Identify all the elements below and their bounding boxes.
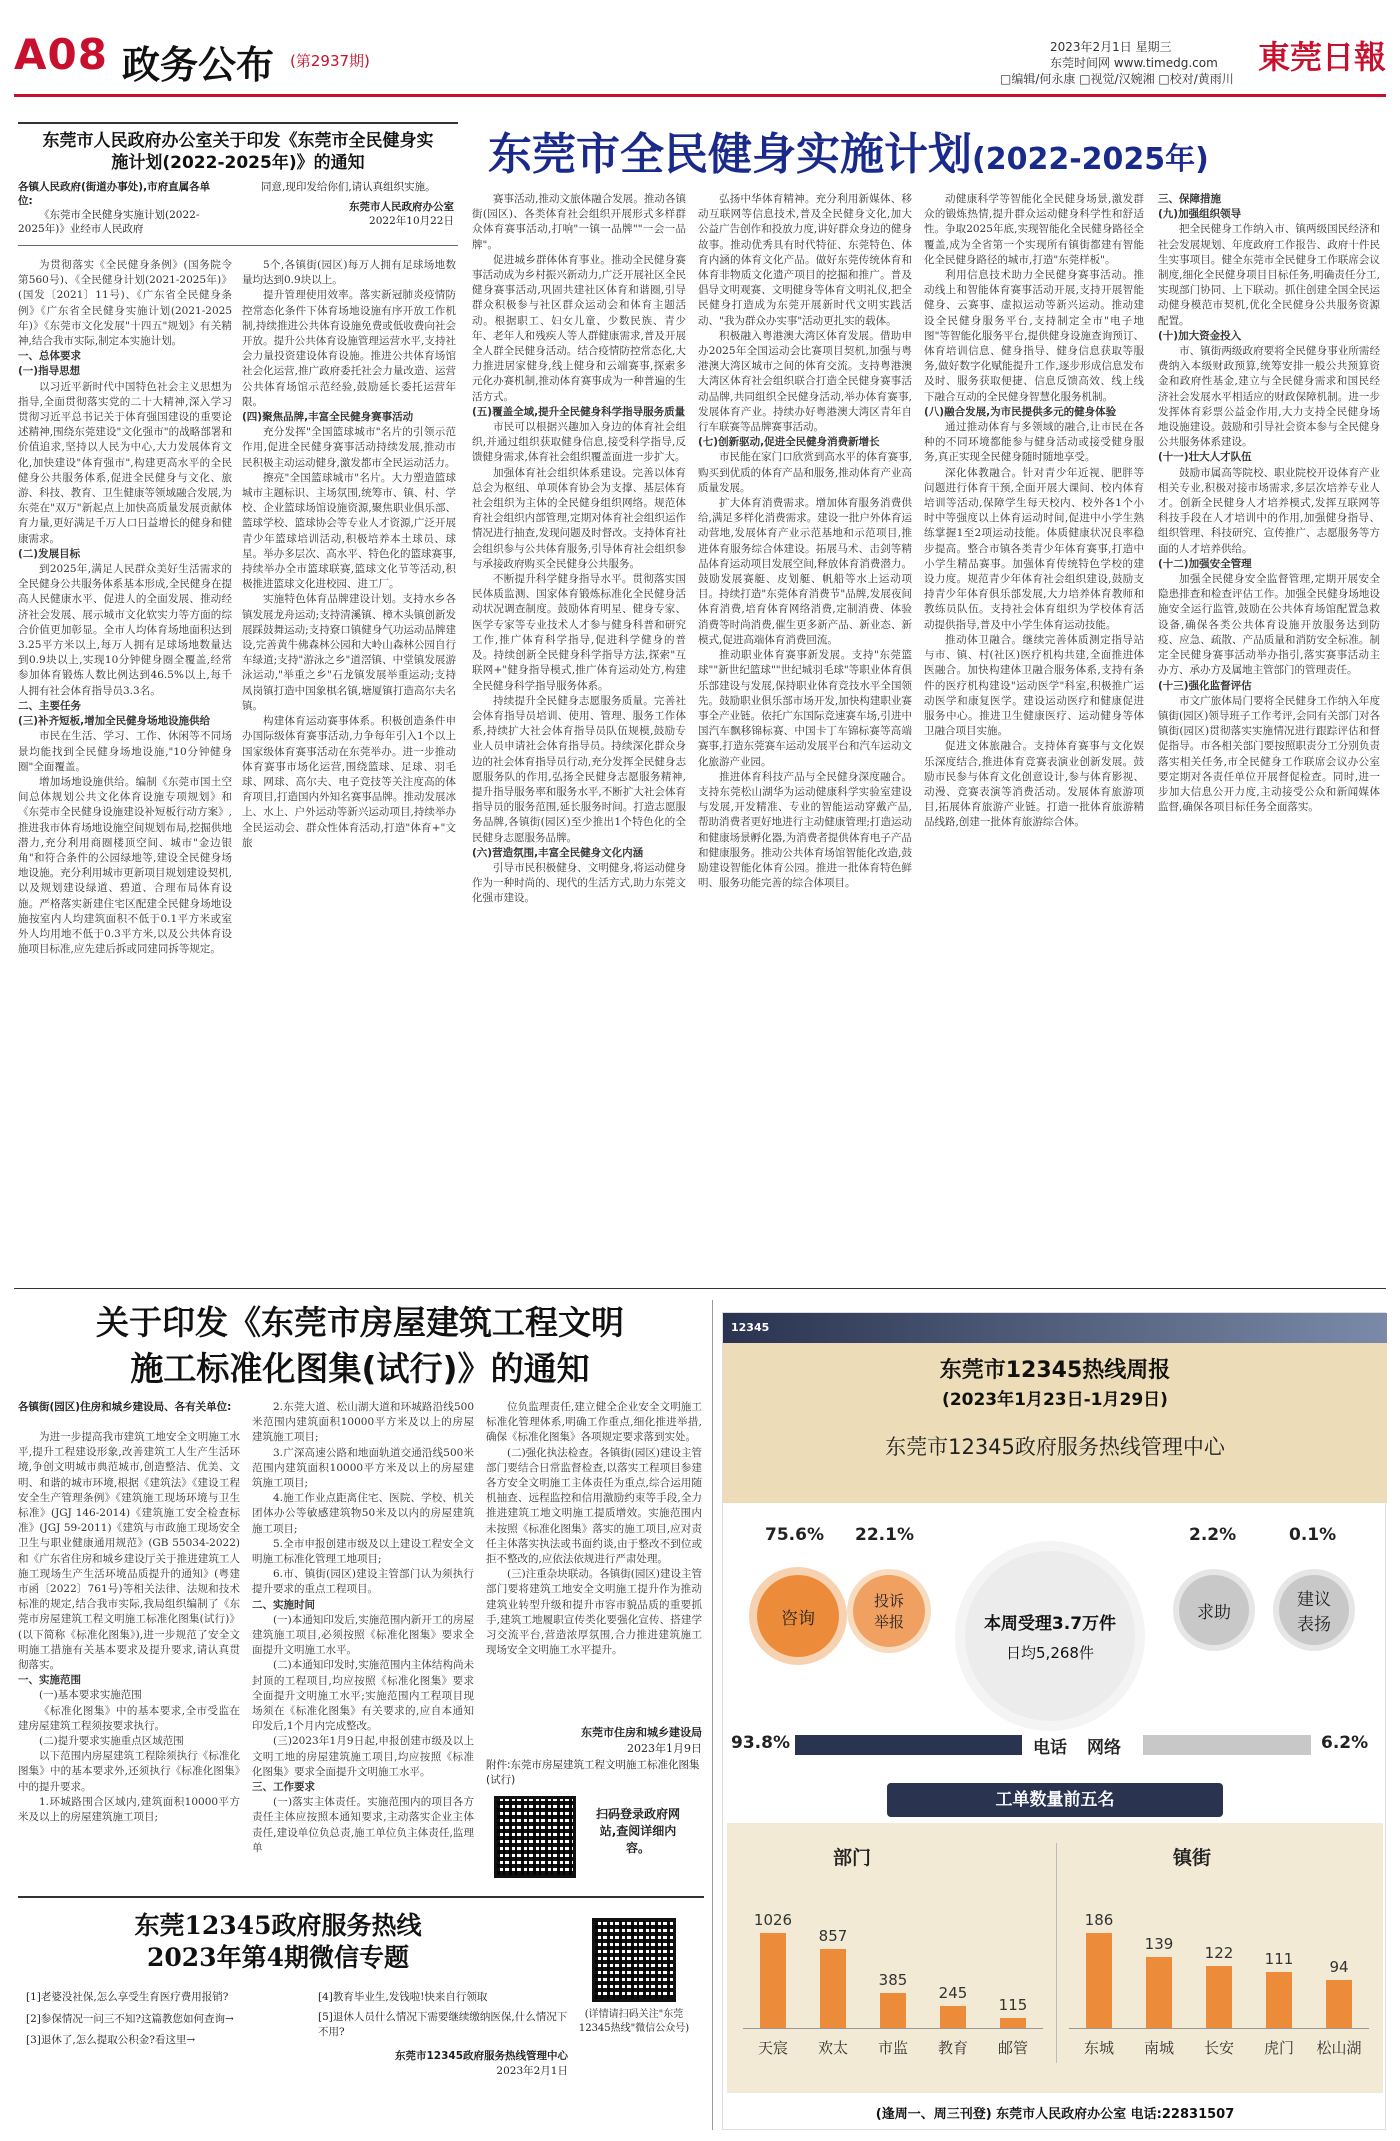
notice2-column-1 bbox=[18, 1430, 240, 1870]
paragraph: 3.广深高速公路和地面轨道交通沿线500米范围内建筑面积10000平方米及以上的房屋建筑施工项目; bbox=[252, 1446, 474, 1490]
weekly-total: 本周受理3.7万件 bbox=[983, 1614, 1117, 1634]
notice1-date: 2022年10月22日 bbox=[369, 215, 454, 227]
bar-value-label: 857 bbox=[818, 1927, 848, 1945]
bar-欢太 bbox=[820, 1949, 846, 2029]
bar-value-label: 111 bbox=[1264, 1950, 1294, 1968]
section-heading: 一、实施范围 bbox=[18, 1674, 81, 1687]
bar-value-label: 122 bbox=[1204, 1944, 1234, 1962]
weekly-center: 东莞市12345政府服务热线管理中心 bbox=[885, 1435, 1225, 1459]
plan-column-2 bbox=[242, 258, 456, 1273]
paragraph: 利用信息技术助力全民健身赛事活动。推动线上和智能体育赛事活动开展,支持开展智能健身、云赛事、虚拟运动等新兴运动。推动建设全民健身服务平台,支持制定全市"电子地图"等智能化服务平台,提供健身设施查询预订、体育培训信息、健身指导、健身信息获取等服务,做好数字化赋能提升工作,逐步形成信息发布及时、服务获取便捷、信息反馈高效、线上线下融合互动的全民健身智慧化服务机制。 bbox=[924, 269, 1144, 403]
paragraph: 为进一步提高我市建筑工地安全文明施工水平,提升工程建设形象,改善建筑工人生产生活环境,争创文明城市典范城市,创造整洁、优美、文明、和谐的城市环境,根据《建筑法》《建设工程安全生产管理条例》《建筑施工现场环境与卫生标准》(JGJ 146-2014)《建筑施工安全检查标准》(JGJ 59-2011)《建筑与市政施工现场安全卫生与职业健康通用规范》(GB 55034-2022)和《广东省住房和城乡建设厅关于推进建筑工人施工现场生产生活环境品质提升的通知》(粤建市函〔2022〕761号)等相关法律、法规和技术标准的规定,结合我市实际,我局组织编制了《东莞市房屋建筑工程文明施工标准化图集(试行)》(以下简称《标准化图集》),进一步规范了安全文明施工措施有关基本要求及提升要求,请认真贯彻落实。 bbox=[18, 1431, 240, 1672]
notice1-signer: 东莞市人民政府办公室 bbox=[349, 201, 454, 213]
weekly-daily: 日均5,268件 bbox=[1006, 1644, 1094, 1662]
town-chart bbox=[1069, 1893, 1369, 2057]
paragraph: 扩大体育消费需求。增加体育服务消费供给,满足多样化消费需求。建设一批户外体育运动营地,发展体育产业示范基地和示范项目,推进体育服务综合体建设。拓展马术、击剑等精品体育运动项目发展空间,释放体育消费潜力。鼓励发展赛艇、皮划艇、帆船等水上运动项目。持续打造"东莞体育消费节"品牌,发展夜间体育消费,培育体育网络消费,定制消费、体验消费等时尚消费,催生更多新产品、新业态、新模式,促进高端体育消费回流。 bbox=[698, 497, 912, 646]
paragraph: 持续提升全民健身志愿服务质量。完善社会体育指导员培训、使用、管理、服务工作体系,持续扩大社会体育指导员队伍规模,鼓励专业人员申请社会体育指导员。持续深化群众身边的社会体育指导员行动,充分发挥全民健身志愿服务队的作用,弘扬全民健身志愿服务精神,提升指导服务率和服务水平,不断扩大社会体育指导员的服务范围,延长服务时间。打造志愿服务品牌,各镇街(园区)至少推出1个特色化的全民健身志愿服务品牌。 bbox=[472, 694, 686, 844]
dept-title: 部门 bbox=[833, 1847, 872, 1869]
section-heading: (四)聚焦品牌,丰富全民健身赛事活动 bbox=[242, 411, 414, 424]
notice2-signer: 东莞市住房和城乡建设局 bbox=[581, 1726, 702, 1739]
bar-value-label: 115 bbox=[998, 1996, 1028, 2014]
paragraph: 推动体卫融合。继续完善体质测定指导站与市、镇、村(社区)医疗机构共建,全面推进体医融合。加快构建体卫融合服务体系,支持有条件的医疗机构建设"运动医学"科室,积极推广运动医学和康复医学。建设运动医疗和健康促进服务中心。推进卫生健康医疗、运动健身等体卫融合项目实施。 bbox=[924, 633, 1144, 738]
paragraph: (一)基本要求实施范围 bbox=[39, 1689, 142, 1702]
plan-column-3 bbox=[472, 192, 686, 1273]
paragraph: 鼓励市属高等院校、职业院校开设体育产业相关专业,积极对接市场需求,多层次培养专业人才。创新全民健身人才培养模式,发挥互联网等科技手段在人才培训中的作用,加强健身指导、组织管理、科技研究、宣传推广、志愿服务等方面的人才培养供给。 bbox=[1158, 466, 1380, 555]
bar-category-label: 东城 bbox=[1083, 2039, 1114, 2057]
weekly-banner-stripe bbox=[723, 1313, 1387, 1343]
notice1-title: 东莞市人民政府办公室关于印发《东莞市全民健身实施计划(2022-2025年)》的通知 bbox=[42, 131, 434, 173]
plan-column-5 bbox=[924, 192, 1144, 1273]
top5-divider bbox=[1056, 1843, 1057, 2063]
paragraph: 5个,各镇街(园区)每万人拥有足球场地数量均达到0.9块以上。 bbox=[242, 259, 456, 287]
paragraph: 2.东莞大道、松山湖大道和环城路沿线500米范围内建筑面积10000平方米及以上的房屋建筑施工项目; bbox=[252, 1401, 474, 1444]
town-title: 镇街 bbox=[1173, 1847, 1212, 1869]
issue-number: (第2937期) bbox=[290, 52, 370, 70]
section-heading: 二、实施时间 bbox=[252, 1598, 315, 1611]
paragraph: (二)强化执法检查。各镇街(园区)建设主管部门要结合日常监督检查,以落实工程项目参建各方安全文明施工主体责任为重点,综合运用随机抽查、远程监控和信用激励约束等手段,全力推进建筑工地文明施工提质增效。实施范围内未按照《标准化图集》落实的施工项目,应对责任主体落实执法或书面约谈,由于整改不到位或拒不整改的,应依法依规进行严肃处理。 bbox=[486, 1446, 702, 1566]
bar-category-label: 松山湖 bbox=[1316, 2039, 1362, 2057]
channel-pct-complaint: 22.1% bbox=[855, 1525, 914, 1545]
weixin-items-right bbox=[318, 1990, 568, 2080]
paragraph: 把全民健身工作纳入市、镇两级国民经济和社会发展规划、年度政府工作报告、政府十件民生实事项目。健全东莞市全民健身工作联席会议制度,细化全民健身项目目标任务,明确责任分工,实现部门协同、上下联动。抓住创建全国全民运动健身模范市契机,优化全民健身公共服务资源配置。 bbox=[1158, 223, 1380, 327]
paragraph: 位负监理责任,建立健全企业安全文明施工标准化管理体系,明确工作重点,细化推进举措,确保《标准化图集》各项规定要求落到实处。 bbox=[486, 1401, 702, 1444]
paragraph: 提升管理使用效率。落实新冠肺炎疫情防控常态化条件下体育场地设施有序开放工作机制,持续推进公共体育设施免费或低收费向社会开放。提升公共体育设施管理运营水平,支持社会力量投资建设体育设施。推进公共体育场馆社会化运营,推广政府委托社会力量改造、运营公共体育场馆示范经验,鼓励延长委托运营年限。 bbox=[242, 289, 456, 408]
plan-column-4 bbox=[698, 192, 912, 1273]
plan-title bbox=[488, 118, 1388, 178]
paragraph: 1.环城路围合区域内,建筑面积10000平方米及以上的房屋建筑施工项目; bbox=[18, 1795, 240, 1824]
notice1-lead-right: 同意,现印发给你们,请认真组织实施。 bbox=[261, 181, 436, 193]
paragraph: 增加场地设施供给。编制《东莞市国土空间总体规划公共文化体育设施专项规划》和《东莞市全民健身设施建设补短板行动方案》,推进我市体育场地设施空间规划布局,挖掘供地潜力,充分利用商圈楼顶空间、城市"金边银角"和符合条件的公园绿地等,建设全民健身场地设施。充分利用城市更新项目规划建设契机,以及规划建设绿道、碧道、合理布局体育设施。严格落实新建住宅区配建全民健身场地设施按室内人均建筑面积不低于0.1平方米或室外人均用地不低于0.3平方米,以及公共体育设施项目标准,应先建后拆或同建同拆等规定。 bbox=[18, 775, 232, 956]
weekly-footer: (逢周一、周三刊登) 东莞市人民政府办公室 电话:22831507 bbox=[875, 2107, 1235, 2122]
top5-title: 工单数量前五名 bbox=[887, 1783, 1223, 1817]
paragraph: (二)提升要求实施重点区域范围 bbox=[39, 1735, 184, 1748]
weixin-signer: 东莞市12345政府服务热线管理中心 bbox=[394, 2049, 568, 2062]
paragraph: 加强体育社会组织体系建设。完善以体育总会为枢纽、单项体育协会为支撑、基层体育社会组织为主体的全民健身组织网络。规范体育社会组织内部管理,定期对体育社会组织运作情况进行抽查,发现问题及时督改。支持体育社会组织参与公共体育服务,引导体育社会组织参与承接政府购买全民健身公共服务。 bbox=[472, 466, 686, 570]
section-heading: (一)指导思想 bbox=[18, 365, 81, 378]
chart-baseline bbox=[743, 2028, 1043, 2029]
bar-南城 bbox=[1146, 1957, 1172, 2029]
channel-pct-consult: 75.6% bbox=[765, 1525, 824, 1545]
section-title: 政务公布 bbox=[122, 43, 275, 87]
section-number: A08 bbox=[14, 30, 108, 79]
bar-category-label: 南城 bbox=[1143, 2039, 1174, 2057]
notice1-addressee: 各镇人民政府(街道办事处),市府直属各单位: bbox=[18, 181, 211, 207]
section-heading: 三、保障措施 bbox=[1158, 193, 1221, 205]
paragraph: 构建体育运动赛事体系。积极创造条件申办国际级体育赛事活动,力争每年引入1个以上国家级体育赛事活动在东莞举办。进一步推动体育赛事市场化运营,围绕篮球、足球、羽毛球、网球、高尔夫、电子竞技等关注度高的体育项目,打造国内外知名赛事品牌。推动发展冰上、水上、户外运动等新兴运动项目,持续举办全民运动会、群众性体育活动,打造"体育+"文旅 bbox=[242, 715, 456, 849]
bar-category-label: 市监 bbox=[877, 2039, 908, 2057]
weekly-report bbox=[722, 1312, 1386, 2130]
paragraph: (一)本通知印发后,实施范围内新开工的房屋建筑施工项目,必须按照《标准化图集》要求全面提升文明施工水平。 bbox=[252, 1613, 474, 1657]
paragraph: 实施特色体育品牌建设计划。支持水乡各镇发展龙舟运动;支持清溪镇、樟木头镇创新发展踩鼓舞运动;支持寮口镇健身气功运动品牌建设,完善黄牛佛森林公园和大岭山森林公园自行车绿道;支持"游泳之乡"道滘镇、中堂镇发展游泳运动,"举重之乡"石龙镇发展举重运动;支持凤岗镇打造中国象棋名镇,塘厦镇打造高尔夫名镇。 bbox=[242, 593, 456, 712]
bar-松山湖 bbox=[1326, 1980, 1352, 2029]
paragraph: 深化体教融合。针对青少年近视、肥胖等问题进行体育干预,全面开展大课间、校内体育培训等活动,保障学生每天校内、校外各1个小时中等强度以上体育运动时间,促进中小学生熟练掌握1至2项运动技能。体质健康状况良率稳步提高。整合市镇各类青少年体育赛事,打造中小学生精品赛事。加强体育传统特色学校的建设力度。规范青少年体育社会组织建设,鼓励支持青少年体育俱乐部发展,大力培养体育教师和教练员队伍。支持社会体育组织为学校体育活动提供指导,普及中小学生体育运动技能。 bbox=[924, 466, 1144, 631]
paragraph: (二)本通知印发时,实施范围内主体结构尚未封顶的工程项目,均应按照《标准化图集》要求全面提升文明施工水平;实施范围内工程项目现场须在《标准化图集》有关要求的,应自本通知印发后,1个月内完成整改。 bbox=[252, 1659, 474, 1733]
phone-label: 电话 bbox=[1033, 1738, 1067, 1758]
plan-title-years: (2022-2025年) bbox=[972, 142, 1209, 177]
weixin-qr-code[interactable] bbox=[592, 1918, 676, 2002]
section-heading: (九)加强组织领导 bbox=[1158, 208, 1242, 221]
section-heading: (二)发展目标 bbox=[18, 547, 81, 560]
bar-category-label: 教育 bbox=[937, 2039, 968, 2057]
paragraph: 积极融入粤港澳大湾区体育发展。借助申办2025年全国运动会比赛项目契机,加强与粤港澳大湾区城市之间的体育交流。支持粤港澳大湾区体育社会组织联合打造全民健身赛事活动品牌,共同组织全民健身活动,举办体育赛事,发展体育产业。持续办好粤港澳大湾区青年自行车联赛等品牌赛事活动。 bbox=[698, 329, 912, 434]
notice2-attachment: 附件:东莞市房屋建筑工程文明施工标准化图集(试行) bbox=[486, 1759, 700, 1786]
paragraph: 4.施工作业点距离住宅、医院、学校、机关团体办公等敏感建筑物50米及以内的房屋建筑施工项目; bbox=[252, 1492, 474, 1535]
paragraph: 市文广旅体局门要将全民健身工作纳入年度镇街(园区)领导班子工作考评,会同有关部门对各镇街(园区)贯彻落实实施情况进行跟踪评估和督促指导。市各相关部门要按照职责分工分别负责落实相关任务,市全民健身工作联席会议办公室要定期对各责任单位开展督促检查。同时,进一步加大信息公开力度,主动接受公众和新闻媒体监督,确保各项目标任务全面落实。 bbox=[1158, 694, 1380, 814]
header-date: 2023年2月1日 星期三 bbox=[1050, 40, 1172, 54]
notice2-qr-code[interactable] bbox=[494, 1796, 576, 1878]
bar-category-label: 邮管 bbox=[997, 2039, 1028, 2057]
paragraph: 以习近平新时代中国特色社会主义思想为指导,全面贯彻落实党的二十大精神,深入学习贯彻习近平总书记关于体育强国建设的重要论述精神,围绕东莞建设"文化强市"的战略部署和价值追求,坚持以人民为中心,大力发展体育文化,加快建设"体育强市",构建更高水平的全民健身公共服务体系,促进全民健身与文化、旅游、科技、教育、卫生健康等领域融合发展,为东莞在"双万"新起点上加快高质量发展贡献体育力量,更好满足千万人口日益增长的健身和健康需求。 bbox=[18, 380, 232, 545]
channel-suggest bbox=[1279, 1575, 1349, 1645]
section-heading: (五)覆盖全域,提升全民健身科学指导服务质量 bbox=[472, 405, 686, 418]
weekly-range: (2023年1月23日-1月29日) bbox=[942, 1390, 1168, 1410]
bar-value-label: 94 bbox=[1329, 1958, 1349, 1976]
paragraph: 弘扬中华体育精神。充分利用新媒体、移动互联网等信息技术,普及全民健身文化,加大公益广告创作和投放力度,讲好群众身边的健身故事。推动优秀具有时代特征、东莞特色、体育内涵的体育文化产品。做好东莞传统体育和体育非物质文化遗产项目的挖掘和推广。普及倡导文明观赛、文明健身等体育文明礼仪,把全民健身打造成为东莞开展新时代文明实践活动、"我为群众办实事"活动更扎实的载体。 bbox=[698, 193, 912, 327]
channel-help bbox=[1179, 1575, 1249, 1645]
notice1-box bbox=[18, 122, 458, 246]
bar-天宸 bbox=[760, 1933, 786, 2029]
notice2-column-2 bbox=[252, 1400, 474, 1870]
weixin-items-left bbox=[26, 1990, 286, 2049]
paragraph: 加强全民健身安全监督管理,定期开展安全隐患排查和检查评估工作。加强全民健身场地设施安全运行监管,鼓励在公共体育场馆配置急救设备,确保各类公共体育设施开放服务达到防疫、应急、疏散、产品质量和消防安全标准。制定全民健身赛事活动举办指引,落实赛事活动主办方、承办方及属地主管部门的管理责任。 bbox=[1158, 573, 1380, 677]
header-editors: □编辑/何永康 □视觉/汉婉湘 □校对/黄雨川 bbox=[1000, 72, 1234, 86]
channel-label-complaint: 投诉举报 bbox=[873, 1592, 904, 1631]
paragraph: 赛事活动,推动文旅体融合发展。推动各镇街(园区)、各类体育社会组织开展形式多样群众体育赛事活动,打响"一镇一品牌""一会一品牌"。 bbox=[472, 193, 686, 251]
notice1-left bbox=[18, 180, 223, 236]
paragraph: 不断提升科学健身指导水平。贯彻落实国民体质监测、国家体育锻炼标准化全民健身活动状况调查制度。鼓励体育明星、健身专家、医学专家等专业技术人才参与健身科普和研究工作,推广体育科学指导,促进科学健身的普及。持续创新全民健身科学指导方法,探索"互联网+"健身指导模式,推广体育运动处方,构建全民健身科学指导服务体系。 bbox=[472, 573, 686, 692]
channel-label-consult: 咨询 bbox=[781, 1608, 815, 1629]
paragraph: 推进体育科技产品与全民健身深度融合。支持东莞松山湖华为运动健康科学实验室建设与发展,开发精准、专业的智能运动穿戴产品,帮助消费者更好地进行主动健康管理;打造运动和健康场景孵化器,为消费者提供体育电子产品和健康服务。推动公共体育场馆智能化改造,鼓励建设智能化体育公园。推进一批体育特色鲜明、服务功能完善的综合体项目。 bbox=[698, 770, 912, 890]
section-divider bbox=[14, 1288, 1386, 1289]
paragraph: 《标准化图集》中的基本要求,全市受监在建房屋建筑工程须按要求执行。 bbox=[18, 1704, 240, 1732]
paragraph: 充分发挥"全国篮球城市"名片的引领示范作用,促进全民健身赛事活动持续发展,推动市民积极主动运动健身,激发都市全民运动活力。 bbox=[242, 426, 456, 469]
notice2-addressee: 各镇街(园区)住房和城乡建设局、各有关单位: bbox=[18, 1401, 232, 1413]
notice2-scan-caption: 扫码登录政府网站,查阅详细内容。 bbox=[595, 1807, 680, 1855]
weixin-item[interactable]: [5]退休人员什么情况下需要继续缴纳医保,什么情况下不用? bbox=[318, 2010, 568, 2038]
section-heading: (十二)加强安全管理 bbox=[1158, 557, 1252, 570]
bar-value-label: 186 bbox=[1084, 1911, 1114, 1929]
header-site[interactable]: 东莞时间网 www.timedg.com bbox=[1050, 56, 1218, 70]
weekly-logo: 12345 bbox=[731, 1321, 770, 1334]
dept-chart bbox=[743, 1893, 1043, 2057]
paragraph: 擦亮"全国篮球城市"名片。大力塑造篮球城市主题标识、主场氛围,统筹市、镇、村、学校、企业篮球场馆设施资源,聚焦职业俱乐部、篮球学校、篮球协会等专业人才资源,广泛开展青少年篮球培训活动,积极培养本土球员、球星。举办多层次、高水平、特色化的篮球赛事,持续举办全市篮球联赛,篮球文化节等活动,积极推进篮球文化进校园、进工厂。 bbox=[242, 471, 456, 591]
bar-市监 bbox=[880, 1993, 906, 2029]
notice1-right bbox=[240, 180, 454, 228]
weixin-title bbox=[58, 1910, 498, 1974]
weekly-title: 东莞市12345热线周报 bbox=[939, 1358, 1171, 1383]
newspaper-logo: 東莞日報 bbox=[1258, 38, 1387, 76]
section-heading: (三)补齐短板,增加全民健身场地设施供给 bbox=[18, 715, 211, 728]
paragraph: 以下范围内房屋建筑工程除须执行《标准化图集》中的基本要求外,还须执行《标准化图集》中的提升要求。 bbox=[18, 1750, 240, 1793]
bar-value-label: 1026 bbox=[753, 1911, 793, 1929]
notice2-title-line2: 施工标准化图集(试行)》的通知 bbox=[130, 1349, 590, 1388]
weixin-title-line2: 2023年第4期微信专题 bbox=[147, 1943, 409, 1972]
paragraph: 为贯彻落实《全民健身条例》(国务院令第560号)、《全民健身计划(2021-2025年)》(国发〔2021〕11号)、《广东省全民健身条例》《广东省全民健身实施计划(2021-2025年)》《东莞市文化发展"十四五"规划》有关精神,结合我市实际,制定本实施计划。 bbox=[18, 259, 232, 348]
channel-complaint bbox=[853, 1575, 925, 1647]
network-label: 网络 bbox=[1087, 1738, 1121, 1758]
weixin-title-line1: 东莞12345政府服务热线 bbox=[134, 1911, 422, 1940]
section-heading: (六)营造氛围,丰富全民健身文化内涵 bbox=[472, 846, 644, 859]
weixin-item[interactable]: [4]教育毕业生,发钱啦!快来自行领取 bbox=[318, 1991, 488, 2003]
section-heading: 二、主要任务 bbox=[18, 699, 81, 712]
paragraph: 5.全市申报创建市级及以上建设工程安全文明施工标准化管理工地项目; bbox=[252, 1537, 474, 1566]
paragraph: (三)2023年1月9日起,申报创建市级及以上文明工地的房屋建筑施工项目,均应按照《标准化图集》要求全面提升文明施工水平。 bbox=[252, 1735, 474, 1778]
channel-pct-suggest: 0.1% bbox=[1289, 1525, 1337, 1545]
paragraph: 动健康科学等智能化全民健身场景,激发群众的锻炼热情,提升群众运动健身科学性和舒适性。争取2025年底,实现智能化全民健身路径全覆盖,成为全省第一个实现所有镇街都建有智能化全民健身路径的城市,打造"东莞样板"。 bbox=[924, 193, 1144, 266]
bar-category-label: 虎门 bbox=[1263, 2039, 1294, 2057]
section-heading: 三、工作要求 bbox=[252, 1781, 315, 1794]
phone-pct: 93.8% bbox=[731, 1733, 790, 1753]
paragraph: (一)落实主体责任。实施范围内的项目各方责任主体应按照本通知要求,主动落实企业主体责任,建设单位负总责,施工单位负主体责任,监理单 bbox=[252, 1796, 474, 1854]
column-divider bbox=[712, 1300, 713, 2130]
plan-column-1 bbox=[18, 258, 232, 1273]
channel-consult bbox=[757, 1575, 839, 1657]
plan-column-6 bbox=[1158, 192, 1380, 1273]
plan-title-main: 东莞市全民健身实施计划 bbox=[488, 129, 972, 180]
section-heading: (七)创新驱动,促进全民健身消费新增长 bbox=[698, 436, 880, 449]
channel-label-suggest: 建议表扬 bbox=[1297, 1590, 1331, 1635]
weixin-item[interactable]: [3]退休了,怎么提取公积金?看这里→ bbox=[26, 2034, 196, 2046]
bar-虎门 bbox=[1266, 1972, 1292, 2029]
paragraph: 推动职业体育赛事新发展。支持"东莞篮球""新世纪篮球""世纪城羽毛球"等职业体育俱乐部建设与发展,保持职业体育竞技水平全国领先。鼓励职业俱乐部市场开发,加快构建职业赛事全产业链。依托广东国际竞速赛车场,引进中国汽车飘移锦标赛、中国卡丁车锦标赛等高端赛事,打造东莞赛车运动发展平台和汽车运动文化旅游产业园。 bbox=[698, 649, 912, 768]
bar-长安 bbox=[1206, 1966, 1232, 2029]
bar-教育 bbox=[940, 2006, 966, 2029]
section-heading: 一、总体要求 bbox=[18, 350, 81, 363]
weixin-date: 2023年2月1日 bbox=[496, 2065, 568, 2077]
phone-network-track-right bbox=[1143, 1735, 1311, 1755]
notice2-title bbox=[20, 1300, 700, 1392]
weixin-item[interactable]: [2]参保情况一问三不知?这篇教您如何查询→ bbox=[26, 2012, 234, 2025]
channel-pct-help: 2.2% bbox=[1189, 1525, 1237, 1545]
paragraph: 市民能在家门口欣赏到高水平的体育赛事,购买到优质的体育产品和服务,推动体育产业高质量发展。 bbox=[698, 451, 912, 494]
paragraph: 市、镇街两级政府要将全民健身事业所需经费纳入本级财政预算,统筹安排一般公共预算资金和政府性基金,建立与全民健身需求和国民经济社会发展水平相适应的财政保障机制。进一步发挥体育彩票公益金作用,大力支持全民健身场地设施建设。鼓励和引导社会资本参与全民健身公共服务体系建设。 bbox=[1158, 345, 1380, 449]
section-heading: (十三)强化监督评估 bbox=[1158, 679, 1252, 692]
paragraph: 市民可以根据兴趣加入身边的体育社会组织,并通过组织获取健身信息,接受科学指导,反馈健身需求,体育社会组织覆盖面进一步扩大。 bbox=[472, 421, 686, 464]
bar-value-label: 245 bbox=[938, 1984, 968, 2002]
paragraph: 促进文体旅融合。支持体育赛事与文化娱乐深度结合,推进体育竞赛表演业创新发展。鼓励市民参与体育文化创意设计,参与体育影视、动漫、竞赛表演等消费活动。发展体育旅游项目,拓展体育旅游产业链。打造一批体育旅游精品线路,创建一批体育旅游综合体。 bbox=[924, 740, 1144, 829]
paragraph: 促进城乡群体体育事业。推动全民健身赛事活动成为乡村振兴新动力,广泛开展社区全民健身赛事活动,巩固共建社区体育和谐圈,引导群众积极参与社区群众运动会和体育主题活动。根据职工、妇女儿童、少数民族、青少年、老年人和残疾人等人群健康需求,普及开展全人群全民健身活动。结合疫情防控常态化,大力推进居家健身,线上健身和云端赛事,探索多元化办赛机制,推动体育赛事成为一种普遍的生活方式。 bbox=[472, 253, 686, 403]
weekly-total-circle bbox=[965, 1551, 1135, 1721]
notice2-column-3 bbox=[486, 1400, 702, 1720]
section-heading: (十)加大资金投入 bbox=[1158, 329, 1242, 342]
chart-baseline bbox=[1069, 2028, 1369, 2029]
phone-network-track bbox=[795, 1735, 1022, 1755]
notice2-title-line1: 关于印发《东莞市房屋建筑工程文明 bbox=[96, 1303, 624, 1342]
weixin-qr-caption: (详情请扫码关注"东莞12345热线"微信公众号) bbox=[578, 2009, 690, 2034]
paragraph: 市民在生活、学习、工作、休闲等不同场景均能找到全民健身场地设施,"10分钟健身圈"全面覆盖。 bbox=[18, 730, 232, 773]
bar-value-label: 139 bbox=[1144, 1935, 1174, 1953]
section-heading: (八)融合发展,为市民提供多元的健身体验 bbox=[924, 405, 1117, 418]
weixin-item[interactable]: [1]老婆没社保,怎么享受生育医疗费用报销? bbox=[26, 1991, 229, 2003]
bar-category-label: 长安 bbox=[1203, 2039, 1234, 2057]
header-rule bbox=[14, 94, 1386, 97]
section-heading: (十一)壮大人才队伍 bbox=[1158, 451, 1252, 464]
paragraph: 引导市民积极健身、文明健身,将运动健身作为一种时尚的、现代的生活方式,助力东莞文化强市建设。 bbox=[472, 861, 686, 905]
page-header bbox=[0, 0, 1400, 96]
bar-东城 bbox=[1086, 1933, 1112, 2029]
bar-value-label: 385 bbox=[878, 1971, 908, 1989]
network-pct: 6.2% bbox=[1321, 1733, 1369, 1753]
paragraph: 6.市、镇街(园区)建设主管部门认为须执行提升要求的重点工程项目。 bbox=[252, 1568, 474, 1596]
notice2-date: 2023年1月9日 bbox=[627, 1742, 702, 1755]
weixin-box bbox=[18, 1896, 704, 2132]
channel-label-help: 求助 bbox=[1197, 1602, 1231, 1623]
paragraph: (三)注重杂块联动。各镇街(园区)建设主管部门要将建筑工地安全文明施工提升作为推动建筑业转型升级和提升市容市貌品质的重要抓手,建筑工地履职宣传类化要强化宣传、搭建学习交流平台,营造浓厚氛围,合力推进建筑施工现场安全文明施工水平提升。 bbox=[486, 1568, 702, 1657]
paragraph: 通过推动体育与多领域的融合,让市民在各种的不同环境都能参与健身活动或接受健身服务,真正实现全民健身随时随地享受。 bbox=[924, 421, 1144, 464]
paragraph: 到2025年,满足人民群众美好生活需求的全民健身公共服务体系基本形成,全民健身在提高人民健康水平、促进人的全面发展、推动经济社会发展、展示城市文化软实力等方面的综合价值更加彰显。全市人均体育场地面积达到3.25平方米以上,每万人拥有足球场地数量达到0.9块以上,实现10分钟健身圈全覆盖,经常参加体育锻炼人数比例达到46.5%以上,每千人拥有社会体育指导员3.3名。 bbox=[18, 563, 232, 697]
bar-category-label: 天宸 bbox=[757, 2039, 788, 2057]
notice1-lead-left: 《东莞市全民健身实施计划(2022-2025年)》业经市人民政府 bbox=[18, 209, 200, 235]
bar-category-label: 欢太 bbox=[817, 2039, 848, 2057]
